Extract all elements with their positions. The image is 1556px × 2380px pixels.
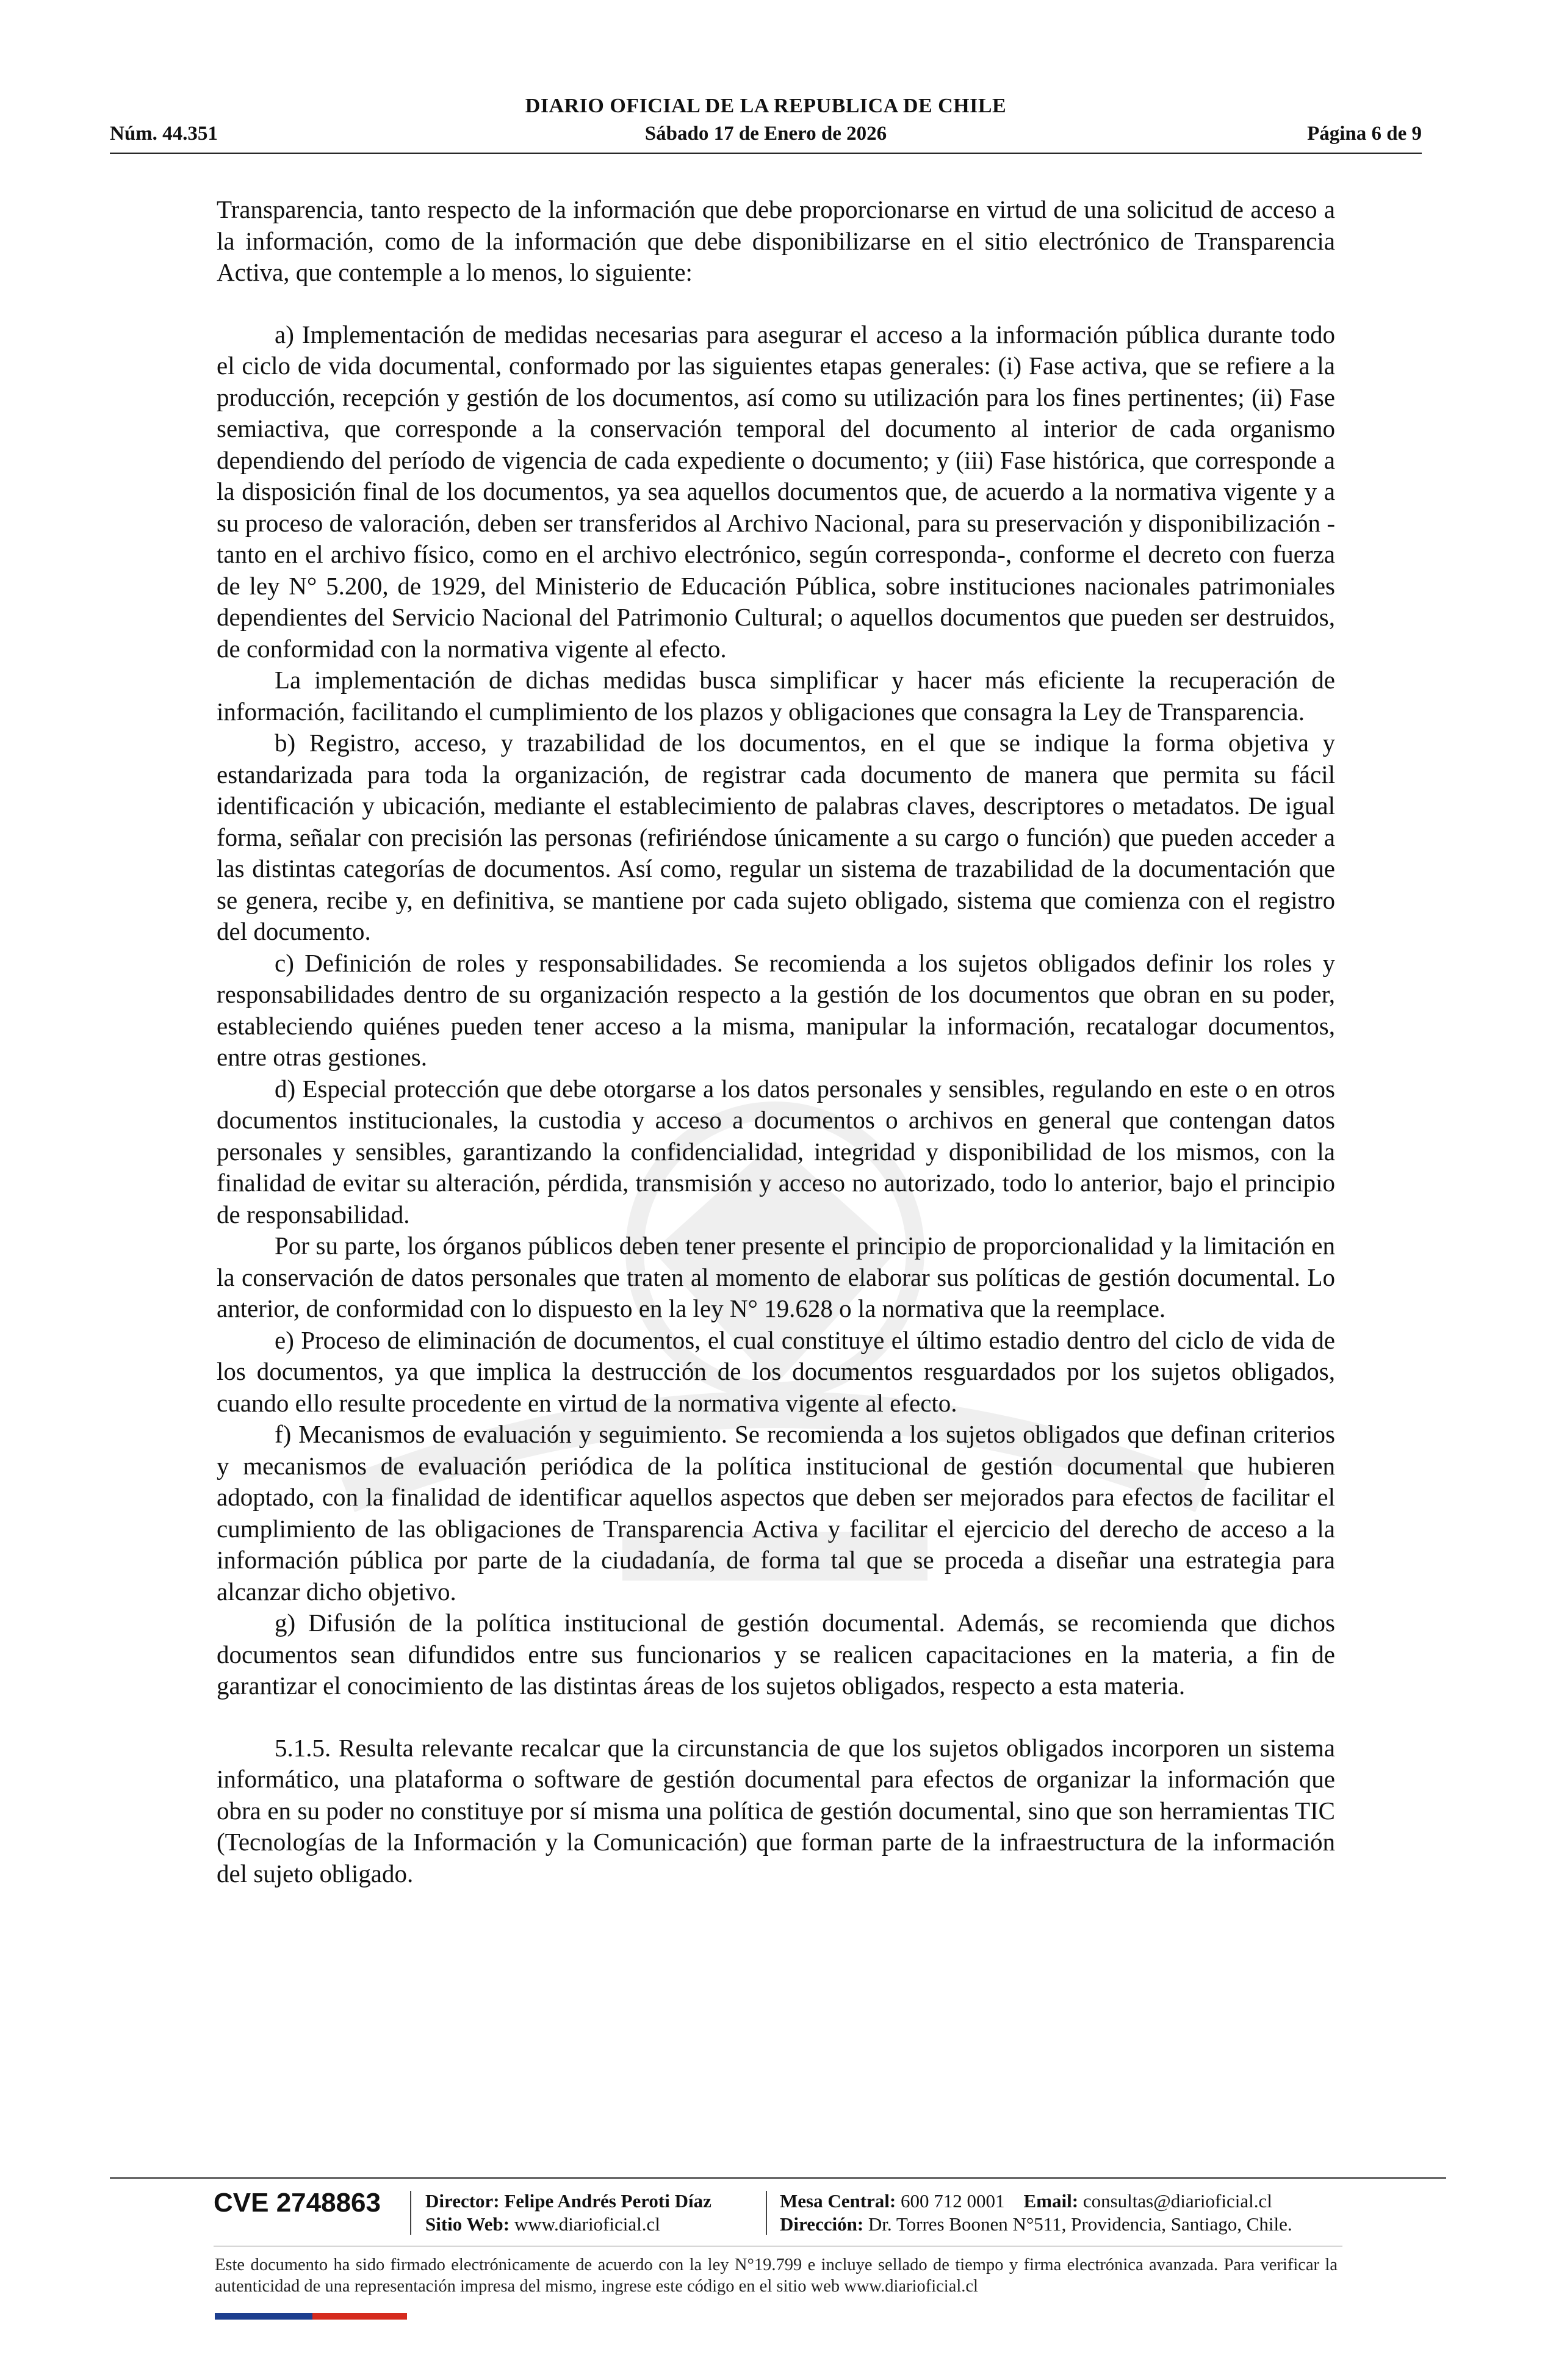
body-paragraph: e) Proceso de eliminación de documentos, el cual constituye el último estadio dentro del ciclo de vida de los documentos, ya que implica la destrucción de los documentos resguardados por los sujetos obligados, cuando ello resulte procedente en virtud de la normativa vigente al efecto. <box>217 1325 1335 1417</box>
body-paragraph: g) Difusión de la política institucional de gestión documental. Además, se recomienda que dichos documentos sean difundidos entre sus funcionarios y se realicen capacitaciones en la materia, a fin de garantizar el conocimiento de las distintas áreas de los sujetos obligados, respecto a esta materia. <box>217 1609 1335 1700</box>
body-paragraph: a) Implementación de medidas necesarias para asegurar el acceso a la información pública durante todo el ciclo de vida documental, conformado por las siguientes etapas generales: (i) Fase activa, que se refiere a la producción, recepción y gestión de los documentos, así como su utilización para los fines pertinentes; (ii) Fase semiactiva, que corresponde a la conservación temporal del documento al interior de cada organismo dependiendo del período de vigencia de cada expediente o documento; y (iii) Fase histórica, que corresponde a la disposición final de los documentos, ya sea aquellos documentos que, de acuerdo a la normativa vigente y a su proceso de valoración, deben ser transferidos al Archivo Nacional, para su preservación y disponibilización -tanto en el archivo físico, como en el archivo electrónico, según corresponda-, conforme el decreto con fuerza de ley N° 5.200, de 1929, del Ministerio de Educación Pública, sobre instituciones nacionales patrimoniales dependientes del Servicio Nacional del Patrimonio Cultural; o aquellos documentos que pueden ser destruidos, de conformidad con la normativa vigente al efecto. <box>217 320 1335 663</box>
flag-stripe-blue <box>215 2313 312 2320</box>
phone-number: 600 712 0001 <box>901 2190 1005 2212</box>
issue-date: Sábado 17 de Enero de 2026 <box>644 123 887 145</box>
body-paragraph: La implementación de dichas medidas busca simplificar y hacer más eficiente la recuperación de información, facilitando el cumplimiento de los plazos y obligaciones que consagra la Ley de Transparencia. <box>217 666 1335 726</box>
footer-director-block <box>425 2190 711 2236</box>
body-paragraph: b) Registro, acceso, y trazabilidad de los documentos, en el que se indique la forma objetiva y estandarizada para toda la organización, de registrar cada documento de manera que permita su fácil identificación y ubicación, mediante el establecimiento de palabras claves, descriptores o metadatos. De igual forma, señalar con precisión las personas (refiriéndose únicamente a su cargo o función) que pueden acceder a las distintas categorías de documentos. Así como, regular un sistema de trazabilidad de la documentación que se genera, recibe y, en definitiva, se mantiene por cada sujeto obligado, sistema que comienza con el registro del documento. <box>217 729 1335 945</box>
email-link[interactable]: consultas@diarioficial.cl <box>1082 2190 1272 2212</box>
body-paragraph: d) Especial protección que debe otorgarse a los datos personales y sensibles, regulando en este o en otros documentos institucionales, la custodia y acceso a documentos o archivos en general que contengan datos personales y sensibles, garantizando la confidencialidad, integridad y disponibilidad de los mismos, con la finalidad de evitar su alteración, pérdida, transmisión y acceso no autorizado, todo lo anterior, bajo el principio de responsabilidad. <box>217 1074 1335 1228</box>
document-body <box>217 194 1335 1889</box>
footer-separator <box>766 2191 767 2235</box>
director-label: Director: <box>425 2190 500 2212</box>
footer-divider <box>110 2177 1446 2179</box>
body-paragraph: Transparencia, tanto respecto de la información que debe proporcionarse en virtud de una solicitud de acceso a la información, como de la información que debe disponibilizarse en el sitio electrónico de Transparencia Activa, que contemple a lo menos, lo siguiente: <box>217 195 1335 286</box>
issue-number: Núm. 44.351 <box>110 123 218 145</box>
address-label: Dirección: <box>780 2213 864 2235</box>
body-paragraph: Por su parte, los órganos públicos deben tener presente el principio de proporcionalidad y la limitación en la conservación de datos personales que traten al momento de elaborar sus políticas de gestión documental. Lo anterior, de conformidad con lo dispuesto en la ley N° 19.628 o la normativa que la reemplace. <box>217 1231 1335 1322</box>
body-paragraph: f) Mecanismos de evaluación y seguimiento. Se recomienda a los sujetos obligados que definan criterios y mecanismos de evaluación periódica de la política institucional de gestión documental que hubieren adoptado, con la finalidad de identificar aquellos aspectos que deben ser mejorados para efectos de facilitar el cumplimiento de las obligaciones de Transparencia Activa y facilitar el ejercicio del derecho de acceso a la información pública por parte de la ciudadanía, de forma tal que se proceda a diseñar una estrategia para alcanzar dicho objetivo. <box>217 1420 1335 1606</box>
header-divider <box>110 153 1422 154</box>
website-label: Sitio Web: <box>425 2213 510 2235</box>
footer-contact-block <box>780 2190 1292 2236</box>
cve-code: CVE 2748863 <box>214 2188 381 2218</box>
director-name: Felipe Andrés Peroti Díaz <box>504 2190 711 2212</box>
page-header <box>110 95 1422 153</box>
flag-stripe-red <box>312 2313 407 2320</box>
address-value: Dr. Torres Boonen N°511, Providencia, Santiago, Chile. <box>868 2213 1292 2235</box>
page-number: Página 6 de 9 <box>1307 123 1422 145</box>
phone-label: Mesa Central: <box>780 2190 896 2212</box>
signature-disclaimer: Este documento ha sido firmado electrónicamente de acuerdo con la ley N°19.799 e incluye sellado de tiempo y firma electrónica avanzada. Para verificar la autenticidad de una representación impresa del mismo, ingrese este código en el sitio web www.diarioficial.cl <box>215 2256 1338 2296</box>
body-paragraph: 5.1.5. Resulta relevante recalcar que la circunstancia de que los sujetos obligados incorporen un sistema informático, una plataforma o software de gestión documental para efectos de organizar la información que obra en su poder no constituye por sí misma una política de gestión documental, sino que son herramientas TIC (Tecnologías de la Información y la Comunicación) que forman parte de la infraestructura de la información del sujeto obligado. <box>217 1733 1335 1888</box>
publication-title: DIARIO OFICIAL DE LA REPUBLICA DE CHILE <box>525 95 1007 117</box>
body-paragraph: c) Definición de roles y responsabilidades. Se recomienda a los sujetos obligados definir los roles y responsabilidades dentro de su organización respecto a la gestión de los documentos que obran en su poder, estableciendo quiénes pueden tener acceso a la misma, manipular la información, recatalogar documentos, entre otras gestiones. <box>217 948 1335 1071</box>
email-label: Email: <box>1023 2190 1079 2212</box>
website-link[interactable]: www.diarioficial.cl <box>514 2213 660 2235</box>
footer-separator <box>410 2191 411 2235</box>
